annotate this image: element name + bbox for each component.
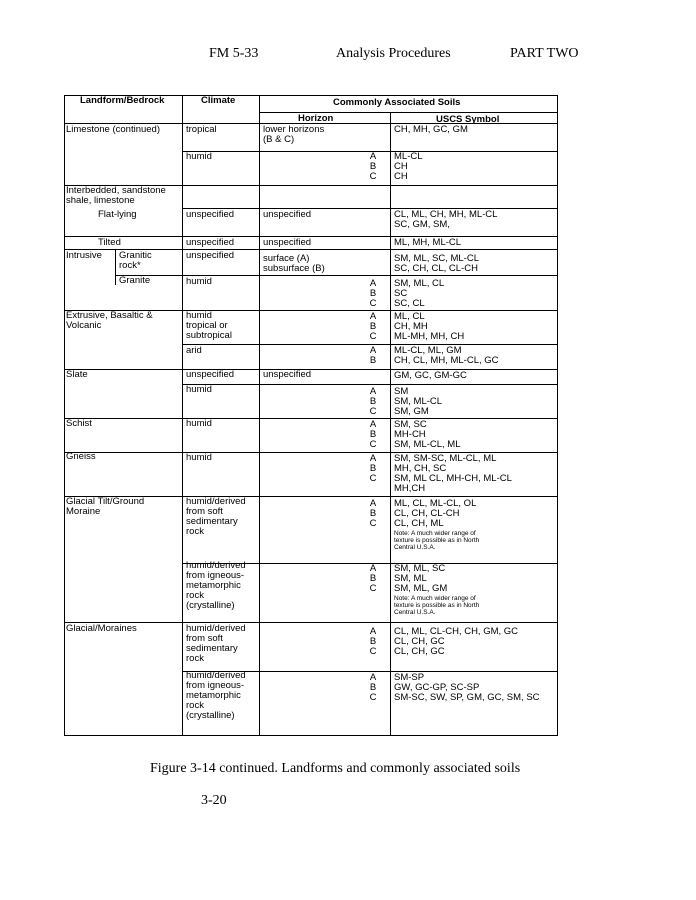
uscs-cell: ML-CL CH CH [394, 151, 423, 182]
horizon-cell: A B C [369, 151, 377, 182]
col-header-soils: Commonly Associated Soils [333, 97, 461, 108]
landform-glacial-till: Glacial Tilt/Ground Moraine [66, 496, 145, 517]
uscs-cell: SM, SC MH-CH SM, ML-CL, ML [394, 419, 461, 450]
col-line-landform [182, 95, 183, 736]
climate-cell: arid [186, 345, 202, 356]
horizon-cell: A B C [369, 386, 377, 417]
landform-limestone: Limestone (continued) [66, 124, 160, 135]
running-header-right: PART TWO [510, 46, 579, 61]
uscs-cell: SM, ML, SC SM, ML SM, ML, GM [394, 563, 448, 594]
horizon-cell: A B C [369, 419, 377, 450]
uscs-cell: SM, ML, SC, ML-CL SC, CH, CL, CL-CH [394, 253, 479, 274]
uscs-cell: SM-SP GW, GC-GP, SC-SP SM-SC, SW, SP, GM, GC, SM, SC [394, 672, 540, 703]
row-line [182, 208, 558, 209]
landform-granitic-rock: Granitic rock* [119, 250, 152, 271]
horizon-cell: A B C [369, 672, 377, 703]
climate-cell: unspecified [186, 209, 235, 220]
col-header-horizon: Horizon [298, 113, 334, 124]
figure-caption: Figure 3-14 continued. Landforms and commonly associated soils [150, 761, 521, 776]
uscs-cell: ML, MH, ML-CL [394, 237, 462, 248]
climate-cell: humid [186, 384, 212, 395]
row-line [64, 236, 558, 237]
climate-cell: unspecified [186, 250, 235, 261]
uscs-cell: CL, ML, CL-CH, CH, GM, GC CL, CH, GC CL, CH, GC [394, 626, 519, 657]
uscs-cell: GM, GC, GM-GC [394, 370, 467, 381]
climate-cell: unspecified [186, 237, 235, 248]
uscs-cell: CL, ML, CH, MH, ML-CL SC, GM, SM, [394, 209, 498, 230]
climate-cell: humid [186, 418, 212, 429]
climate-cell: humid/derived from igneous- metamorphic rock (crystalline) [186, 670, 246, 721]
row-line [64, 622, 558, 623]
climate-cell: humid/derived from soft sedimentary rock [186, 623, 246, 664]
horizon-cell: A B C [369, 498, 377, 529]
table-border-bottom [64, 735, 558, 736]
row-line [64, 418, 558, 419]
landform-granite: Granite [119, 275, 151, 286]
climate-cell: tropical [186, 124, 217, 135]
landform-extrusive: Extrusive, Basaltic & Volcanic [66, 310, 153, 331]
landform-interbedded: Interbedded, sandstone shale, limestone [66, 185, 166, 206]
uscs-cell: SM, SM-SC, ML-CL, ML MH, CH, SC SM, ML CL, MH-CH, ML-CL MH,CH [394, 453, 512, 494]
running-header-left: FM 5-33 [209, 46, 259, 61]
uscs-cell: SM SM, ML-CL SM, GM [394, 386, 443, 417]
horizon-cell: surface (A) subsurface (B) [263, 253, 325, 274]
uscs-note: Note: A much wider range of texture is possible as in North Central U.S.A. [394, 530, 480, 551]
horizon-cell: A B C [369, 278, 377, 309]
uscs-cell: SM, ML, CL SC SC, CL [394, 278, 445, 309]
uscs-cell: ML, CL, ML-CL, OL CL, CH, CL-CH CL, CH, ML [394, 498, 477, 529]
landform-slate: Slate [66, 369, 88, 380]
horizon-cell: A B C [369, 626, 377, 657]
col-header-uscs: USCS Symbol [436, 114, 500, 125]
page-number: 3-20 [201, 793, 227, 808]
climate-cell: humid [186, 452, 212, 463]
col-line-intrusive [115, 249, 116, 285]
landform-gneiss: Gneiss [66, 451, 96, 462]
col-line-climate [259, 95, 260, 736]
landform-tilted: Tilted [98, 237, 121, 248]
landform-schist: Schist [66, 418, 92, 429]
horizon-cell: A B C [369, 563, 377, 594]
climate-cell: humid [186, 151, 212, 162]
climate-cell: humid tropical or subtropical [186, 310, 232, 341]
horizon-cell: unspecified [263, 209, 312, 220]
climate-cell: unspecified [186, 369, 235, 380]
horizon-cell: A B C [369, 453, 377, 484]
horizon-cell: A B [369, 345, 377, 366]
table-border-right [557, 95, 558, 736]
landform-flat-lying: Flat-lying [98, 209, 137, 220]
climate-cell: humid/derived from soft sedimentary rock [186, 496, 246, 537]
horizon-cell: lower horizons (B & C) [263, 124, 325, 145]
climate-cell: humid/derived from igneous- metamorphic rock (crystalline) [186, 560, 246, 611]
running-header-center: Analysis Procedures [336, 46, 451, 61]
uscs-cell: CH, MH, GC, GM [394, 124, 468, 135]
horizon-cell: unspecified [263, 369, 312, 380]
col-header-landform: Landform/Bedrock [80, 95, 165, 106]
climate-cell: humid [186, 276, 212, 287]
horizon-cell: A B C [369, 311, 377, 342]
horizon-cell: unspecified [263, 237, 312, 248]
uscs-cell: ML, CL CH, MH ML-MH, MH, CH [394, 311, 465, 342]
landform-intrusive: Intrusive [66, 250, 102, 261]
uscs-cell: ML-CL, ML, GM CH, CL, MH, ML-CL, GC [394, 345, 499, 366]
uscs-note: Note: A much wider range of texture is possible as in North Central U.S.A. [394, 595, 480, 616]
table-border-left [64, 95, 65, 736]
landform-glacial-moraines: Glacial/Moraines [66, 623, 137, 634]
col-line-horizon [390, 112, 391, 736]
col-header-climate: Climate [201, 95, 236, 106]
row-line [115, 275, 558, 276]
row-line [182, 384, 558, 385]
